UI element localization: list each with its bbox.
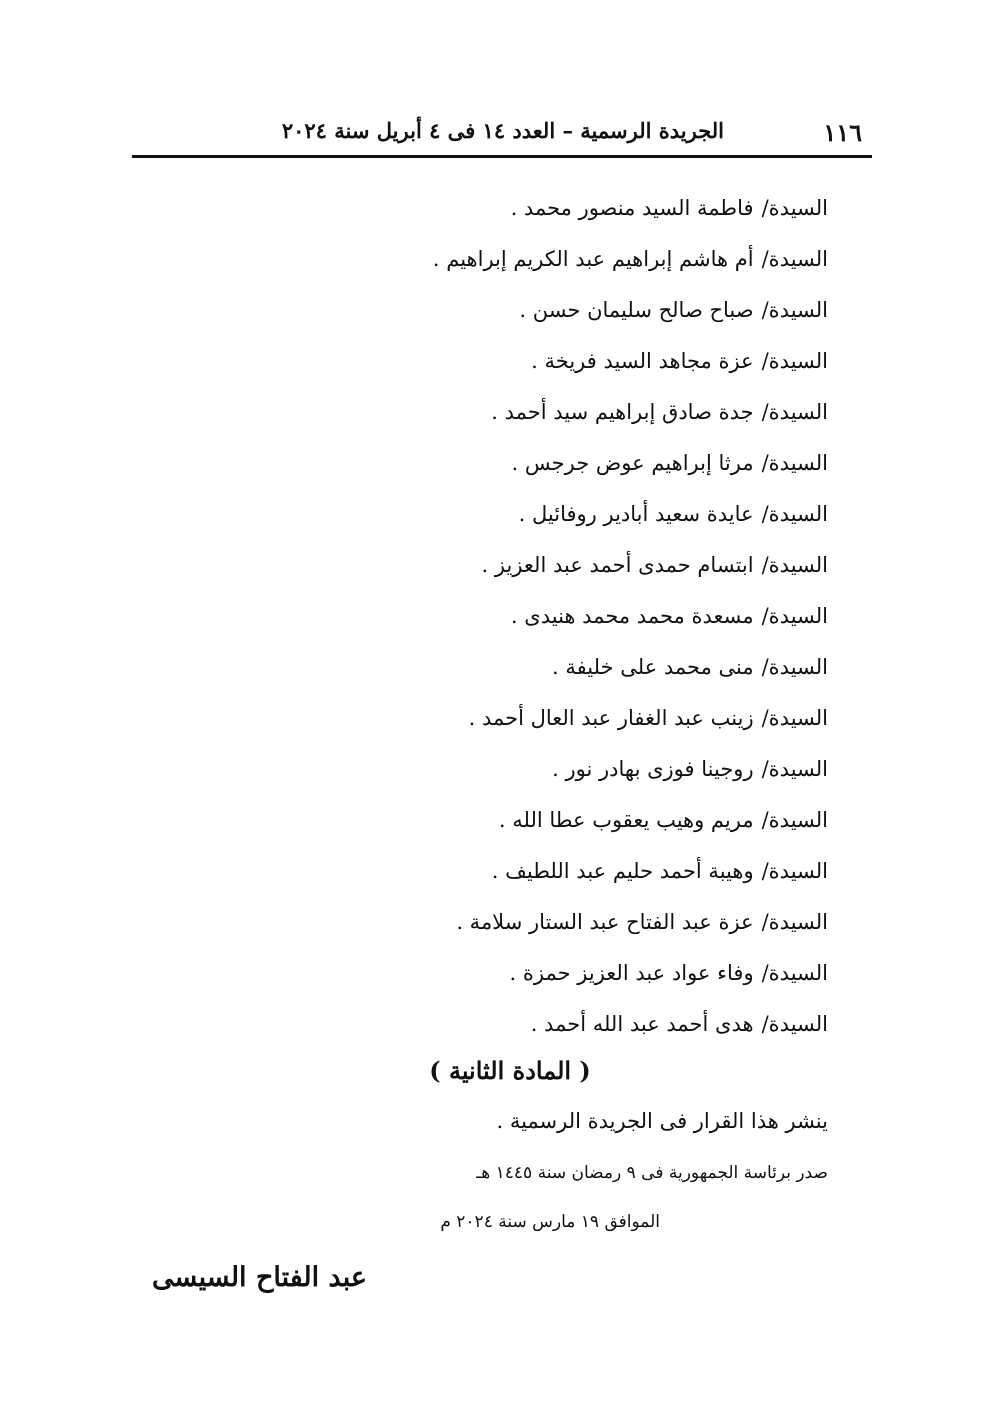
list-item	[228, 443, 828, 494]
honorific: السيدة/	[761, 349, 828, 373]
honorific: السيدة/	[761, 553, 828, 577]
person-name: عايدة سعيد أبادير روفائيل .	[518, 502, 754, 526]
honorific: السيدة/	[761, 808, 828, 832]
list-item	[228, 851, 828, 902]
person-name: وهيبة أحمد حليم عبد اللطيف .	[491, 859, 754, 883]
list-item	[228, 290, 828, 341]
honorific: السيدة/	[761, 961, 828, 985]
honorific: السيدة/	[761, 400, 828, 424]
list-item	[228, 749, 828, 800]
list-item	[228, 647, 828, 698]
signature: عبد الفتاح السيسى	[152, 1262, 367, 1293]
honorific: السيدة/	[761, 910, 828, 934]
person-name: مريم وهيب يعقوب عطا الله .	[498, 808, 754, 832]
list-item	[228, 392, 828, 443]
person-name: عزة مجاهد السيد فريخة .	[531, 349, 754, 373]
names-list	[228, 188, 828, 1055]
person-name: وفاء عواد عبد العزيز حمزة .	[509, 961, 754, 985]
header-divider	[132, 155, 872, 158]
list-item	[228, 596, 828, 647]
honorific: السيدة/	[761, 247, 828, 271]
person-name: ابتسام حمدى أحمد عبد العزيز .	[481, 553, 754, 577]
list-item	[228, 953, 828, 1004]
issued-date-gregorian: الموافق ١٩ مارس سنة ٢٠٢٤ م	[440, 1212, 660, 1232]
page-number: ١١٦	[823, 118, 862, 147]
list-item	[228, 341, 828, 392]
publish-statement: ينشر هذا القرار فى الجريدة الرسمية .	[496, 1109, 828, 1133]
honorific: السيدة/	[761, 604, 828, 628]
honorific: السيدة/	[761, 655, 828, 679]
list-item	[228, 188, 828, 239]
honorific: السيدة/	[761, 196, 828, 220]
list-item	[228, 545, 828, 596]
person-name: جدة صادق إبراهيم سيد أحمد .	[491, 400, 754, 424]
article-heading: ( المادة الثانية )	[429, 1056, 591, 1085]
honorific: السيدة/	[761, 1012, 828, 1036]
list-item	[228, 1004, 828, 1055]
person-name: هدى أحمد عبد الله أحمد .	[530, 1012, 754, 1036]
gazette-header-title: الجريدة الرسمية – العدد ١٤ فى ٤ أبريل سنة ٢٠٢٤	[281, 118, 724, 143]
page-header	[132, 112, 872, 152]
person-name: أم هاشم إبراهيم عبد الكريم إبراهيم .	[432, 247, 754, 271]
person-name: مسعدة محمد محمد هنيدى .	[510, 604, 754, 628]
honorific: السيدة/	[761, 502, 828, 526]
person-name: فاطمة السيد منصور محمد .	[510, 196, 754, 220]
honorific: السيدة/	[761, 298, 828, 322]
honorific: السيدة/	[761, 859, 828, 883]
person-name: صباح صالح سليمان حسن .	[519, 298, 754, 322]
person-name: منى محمد على خليفة .	[552, 655, 754, 679]
person-name: مرثا إبراهيم عوض جرجس .	[511, 451, 754, 475]
person-name: روجينا فوزى بهادر نور .	[552, 757, 754, 781]
honorific: السيدة/	[761, 757, 828, 781]
list-item	[228, 698, 828, 749]
issued-date-hijri: صدر برئاسة الجمهورية فى ٩ رمضان سنة ١٤٤٥ هـ	[476, 1163, 828, 1183]
list-item	[228, 902, 828, 953]
person-name: عزة عبد الفتاح عبد الستار سلامة .	[456, 910, 754, 934]
list-item	[228, 494, 828, 545]
list-item	[228, 800, 828, 851]
list-item	[228, 239, 828, 290]
person-name: زينب عبد الغفار عبد العال أحمد .	[468, 706, 754, 730]
honorific: السيدة/	[761, 706, 828, 730]
honorific: السيدة/	[761, 451, 828, 475]
